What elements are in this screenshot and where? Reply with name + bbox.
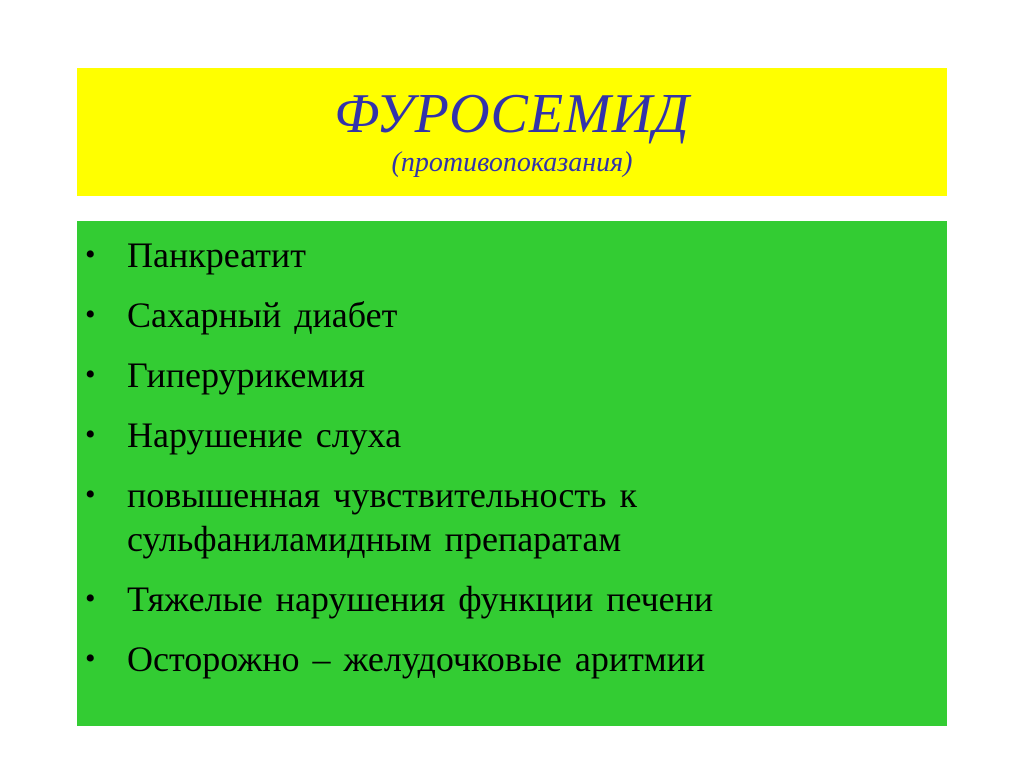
title-box (77, 68, 947, 196)
list-item-text: Панкреатит (127, 235, 306, 275)
list-item (77, 413, 947, 457)
list-item-text: Тяжелые нарушения функции печени (127, 579, 714, 619)
slide-title: ФУРОСЕМИД (334, 83, 690, 145)
list-item-text: Сахарный диабет (127, 295, 398, 335)
list-item (77, 637, 947, 681)
bullet-icon: • (85, 238, 96, 271)
list-item-text: повышенная чувствительность к сульфаниламидным препаратам (127, 475, 637, 559)
content-box (77, 221, 947, 726)
bullet-icon: • (85, 358, 96, 391)
bullet-icon: • (85, 418, 96, 451)
bullet-icon: • (85, 642, 96, 675)
list-item (77, 577, 947, 621)
list-item (77, 353, 947, 397)
bullet-icon: • (85, 298, 96, 331)
slide-subtitle: (противопоказания) (391, 147, 633, 178)
bullet-icon: • (85, 582, 96, 615)
list-item-text: Осторожно – желудочковые аритмии (127, 639, 706, 679)
list-item (77, 293, 947, 337)
list-item-text: Нарушение слуха (127, 415, 402, 455)
bullet-icon: • (85, 478, 96, 511)
contraindications-list (77, 221, 947, 681)
list-item (77, 473, 947, 561)
list-item-text: Гиперурикемия (127, 355, 365, 395)
list-item (77, 233, 947, 277)
